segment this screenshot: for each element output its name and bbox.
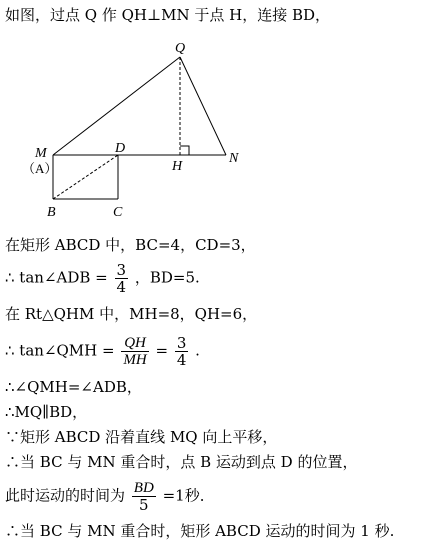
line-rect-given: 在矩形 ABCD 中，BC=4，CD=3， — [5, 236, 256, 254]
tan-adb-prefix: ∴ tan∠ADB = — [5, 268, 108, 287]
fraction-3-4-second — [175, 335, 189, 368]
line-tan-qmh — [5, 335, 200, 368]
line-time — [5, 480, 215, 513]
fraction-numerator: 3 — [116, 261, 127, 279]
line-rt-triangle: 在 Rt△QHM 中，MH=8，QH=6， — [5, 305, 258, 323]
equals-sign: = — [155, 341, 169, 360]
line-angle-equal: ∴∠QMH=∠ADB， — [5, 378, 142, 396]
label-C: C — [113, 205, 123, 220]
label-M: M — [35, 146, 47, 161]
label-D: D — [115, 141, 126, 156]
label-B: B — [47, 205, 56, 220]
fraction-denominator: 4 — [116, 278, 127, 296]
intro-line: 如图，过点 Q 作 QH⊥MN 于点 H，连接 BD， — [5, 6, 331, 24]
label-H: H — [172, 159, 183, 174]
tan-qmh-suffix: . — [195, 341, 200, 360]
line-coincide: ∴当 BC 与 MN 重合时，点 B 运动到点 D 的位置， — [5, 453, 358, 471]
time-prefix: 此时运动的时间为 — [5, 486, 126, 505]
line-translation: ∵矩形 ABCD 沿着直线 MQ 向上平移， — [5, 428, 278, 446]
fraction-denominator: 5 — [139, 496, 149, 514]
segment-QN — [180, 57, 226, 155]
fraction-numerator: 3 — [176, 334, 187, 352]
label-Q: Q — [175, 41, 186, 56]
fraction-denominator: MH — [123, 352, 147, 368]
geometry-figure — [0, 0, 429, 225]
fraction-qh-mh — [121, 335, 148, 368]
tan-adb-suffix: ，BD=5. — [134, 268, 200, 287]
fraction-numerator: QH — [121, 335, 148, 352]
line-conclusion: ∴当 BC 与 MN 重合时，矩形 ABCD 运动的时间为 1 秒. — [5, 522, 395, 540]
label-A: （A） — [22, 161, 58, 176]
fraction-bd-5 — [132, 480, 156, 513]
tan-qmh-prefix: ∴ tan∠QMH = — [5, 341, 115, 360]
line-tan-adb — [5, 262, 200, 295]
line-parallel: ∴MQ∥BD， — [5, 403, 88, 421]
fraction-numerator: BD — [133, 480, 154, 496]
fraction-3-4 — [115, 262, 129, 295]
label-N: N — [229, 151, 239, 166]
right-angle-mark — [180, 146, 189, 155]
segment-BD — [53, 155, 118, 199]
time-suffix: =1秒． — [162, 486, 215, 505]
fraction-denominator: 4 — [176, 351, 187, 369]
